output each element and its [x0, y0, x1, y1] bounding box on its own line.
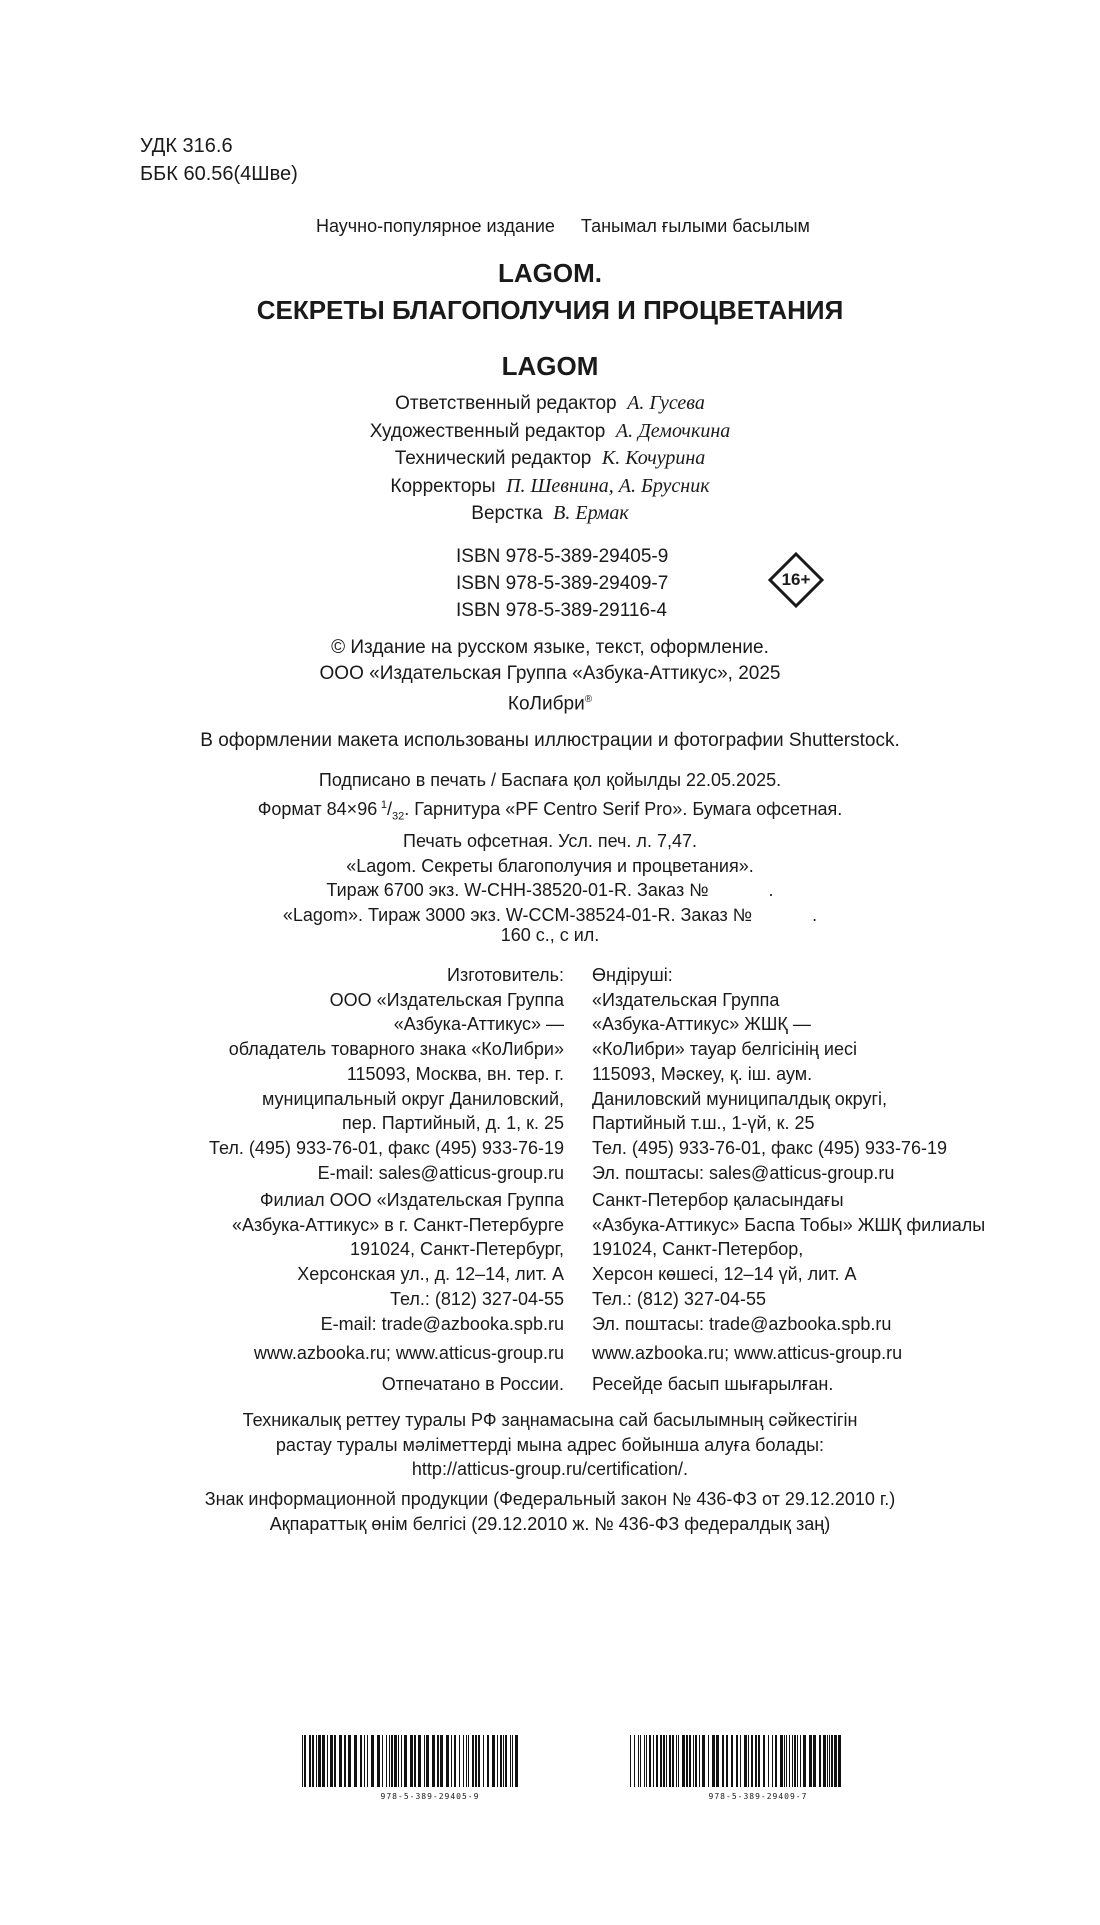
barcode-bar — [829, 1735, 830, 1787]
barcode-bar — [367, 1735, 368, 1787]
barcode-bar — [803, 1735, 806, 1787]
branch-ru-line: 191024, Санкт-Петербург, — [349, 1239, 564, 1260]
credit-role: Технический редактор — [394, 448, 592, 469]
barcode-bar — [726, 1735, 728, 1787]
barcode-bar — [736, 1735, 738, 1787]
credit-line — [150, 418, 950, 446]
printed-in-kz: Ресейде басып шығарылған. — [592, 1374, 834, 1394]
barcode-bar — [663, 1735, 665, 1787]
barcode-bar — [763, 1735, 765, 1787]
branch-ru-line: E-mail: trade@azbooka.spb.ru — [320, 1313, 564, 1334]
book-title — [150, 255, 950, 329]
genre-ru: Научно-популярное издание — [316, 216, 555, 236]
copyright-block — [150, 635, 950, 717]
barcode-bar — [424, 1735, 425, 1787]
barcode-bar — [740, 1735, 741, 1787]
barcode-bar — [689, 1735, 691, 1787]
barcode-bar — [432, 1735, 435, 1787]
original-title: LAGOM — [501, 351, 599, 381]
barcode-bar — [792, 1735, 793, 1787]
barcode-bar — [348, 1735, 351, 1787]
branch-kz-line: «Азбука-Аттикус» Баспа Тобы» ЖШҚ филиалы — [592, 1214, 986, 1235]
websites-ru: www.azbooka.ru; www.atticus-group.ru — [253, 1343, 564, 1363]
barcode-bar — [744, 1735, 747, 1787]
branch-ru-line: Тел.: (812) 327-04-55 — [390, 1288, 564, 1309]
certification-note — [150, 1408, 950, 1482]
barcode-bar — [339, 1735, 342, 1787]
barcode-bar — [794, 1735, 796, 1787]
barcode-bar — [758, 1735, 760, 1787]
barcode-bar — [483, 1735, 484, 1787]
credit-line — [150, 390, 950, 418]
manufacturer-kz — [592, 963, 947, 1185]
barcode-bar — [649, 1735, 651, 1787]
manufacturer-kz-line: Партийный т.ш., 1-үй, к. 25 — [592, 1113, 815, 1134]
isbn-line: ISBN 978-5-389-29405-9 — [456, 546, 669, 567]
barcode-bar — [768, 1735, 769, 1787]
print-line: Печать офсетная. Усл. печ. л. 7,47. — [403, 831, 697, 851]
barcode-bar — [330, 1735, 333, 1787]
barcode-bar — [515, 1735, 518, 1787]
barcode-bar — [360, 1735, 362, 1787]
manufacturer-ru-line: муниципальный округ Даниловский, — [261, 1088, 564, 1109]
barcode-bar — [827, 1735, 828, 1787]
barcode-bar — [638, 1735, 639, 1787]
barcode-bar — [478, 1735, 480, 1787]
barcode-bar — [505, 1735, 507, 1787]
barcode-bar — [386, 1735, 387, 1787]
barcode-bar — [302, 1735, 303, 1787]
barcode-bar — [364, 1735, 365, 1787]
credit-role: Верстка — [471, 503, 543, 524]
barcode-bar — [418, 1735, 421, 1787]
manufacturer-kz-line: Өндіруші: — [592, 965, 673, 985]
signed-line: Подписано в печать / Баспаға қол қойылды 22.05.2025. — [318, 770, 782, 790]
edition-1-title: «Lagom. Секреты благополучия и процветания». — [346, 855, 754, 876]
certification-line: растау туралы мәліметтерді мына адрес бойынша алуға болады: — [275, 1434, 825, 1455]
branch-kz-line: Херсон көшесі, 12–14 үй, лит. А — [592, 1264, 857, 1285]
barcode-2-digits: 978-5-389-29409-7 — [708, 1792, 808, 1801]
title-line-2: СЕКРЕТЫ БЛАГОПОЛУЧИЯ И ПРОЦВЕТАНИЯ — [256, 295, 844, 325]
barcode-bar — [669, 1735, 671, 1787]
barcode-bar — [512, 1735, 513, 1787]
manufacturer-ru-line: пер. Партийный, д. 1, к. 25 — [341, 1113, 564, 1134]
websites-kz: www.azbooka.ru; www.atticus-group.ru — [592, 1343, 903, 1363]
manufacturer-ru-line: ООО «Издательская Группа — [329, 989, 564, 1010]
manufacturer-ru-line: Тел. (495) 933-76-01, факс (495) 933-76-19 — [209, 1137, 564, 1158]
udk-code: УДК 316.6 — [140, 135, 233, 157]
manufacturer-kz-line: «КоЛибри» тауар белгісінің иесі — [592, 1039, 857, 1060]
barcode-bar — [716, 1735, 719, 1787]
manufacturer-ru-line: обладатель товарного знака «КоЛибри» — [228, 1039, 564, 1060]
barcode-bar — [426, 1735, 429, 1787]
copyright-line-1: © Издание на русском языке, текст, оформление. — [331, 637, 769, 658]
barcode-bar — [722, 1735, 724, 1787]
barcode-bar — [646, 1735, 647, 1787]
page-count: 160 с., с ил. — [500, 925, 600, 945]
barcode-bar — [672, 1735, 674, 1787]
copyright-line-3: КоЛибри — [507, 693, 585, 715]
barcode-bar — [712, 1735, 715, 1787]
barcode-bar — [731, 1735, 733, 1787]
info-mark-line: Ақпараттық өнім белгісі (29.12.2010 ж. № 436-ФЗ федералдық заң) — [269, 1513, 831, 1534]
barcode-bar — [472, 1735, 474, 1787]
barcode-bar — [630, 1735, 631, 1787]
barcode-bar — [510, 1735, 511, 1787]
barcode-bar — [640, 1735, 641, 1787]
manufacturer-ru — [209, 963, 564, 1185]
manufacturer-kz-line: Эл. поштасы: sales@atticus-group.ru — [592, 1162, 895, 1183]
barcode-bar — [446, 1735, 449, 1787]
credit-role: Ответственный редактор — [395, 393, 617, 414]
printed-in-ru: Отпечатано в России. — [381, 1374, 564, 1394]
barcode-bar — [327, 1735, 328, 1787]
barcode-bar — [800, 1735, 801, 1787]
barcode-bar — [454, 1735, 456, 1787]
barcode-bar — [354, 1735, 357, 1787]
barcode-bar — [702, 1735, 705, 1787]
barcode-bar — [497, 1735, 498, 1787]
barcode-bar — [786, 1735, 787, 1787]
barcode-bar — [322, 1735, 325, 1787]
barcode-1-bars — [300, 1735, 520, 1787]
credit-name: А. Гусева — [627, 392, 705, 414]
barcode-bar — [813, 1735, 816, 1787]
manufacturer-kz-line: Тел. (495) 933-76-01, факс (495) 933-76-19 — [592, 1137, 947, 1158]
barcode-bar — [644, 1735, 645, 1787]
barcode-bar — [437, 1735, 439, 1787]
barcode-2 — [628, 1735, 848, 1801]
barcode-bar — [634, 1735, 635, 1787]
barcode-bar — [492, 1735, 495, 1787]
barcode-bar — [316, 1735, 317, 1787]
barcode-bar — [676, 1735, 677, 1787]
certification-line: Техникалық реттеу туралы РФ заңнамасына сай басылымның сәйкестігін — [242, 1410, 858, 1430]
barcode-bar — [819, 1735, 821, 1787]
barcode-bar — [468, 1735, 469, 1787]
barcode-bar — [772, 1735, 773, 1787]
barcode-bar — [789, 1735, 790, 1787]
barcode-bar — [377, 1735, 380, 1787]
barcode-bar — [656, 1735, 658, 1787]
barcode-bar — [500, 1735, 502, 1787]
barcode-bar — [304, 1735, 306, 1787]
barcode-bar — [695, 1735, 697, 1787]
format-line: Формат 84×96 $^1/_{32}$. Гарнитура «PF Centro Serif Pro». Бумага офсетная. — [257, 798, 843, 823]
barcode-bar — [334, 1735, 336, 1787]
barcode-bar — [693, 1735, 694, 1787]
manufacturer-ru-line: E-mail: sales@atticus-group.ru — [317, 1162, 564, 1183]
info-mark-line: Знак информационной продукции (Федеральный закон № 436-ФЗ от 29.12.2010 г.) — [204, 1489, 896, 1509]
barcode-bar — [751, 1735, 753, 1787]
barcode-bar — [660, 1735, 662, 1787]
barcode-bar — [404, 1735, 407, 1787]
barcode-bar — [371, 1735, 374, 1787]
barcode-bar — [678, 1735, 679, 1787]
barcode-bar — [834, 1735, 837, 1787]
info-product-mark — [100, 1487, 1000, 1536]
edition-1-run: Тираж 6700 экз. W-CHH-38520-01-R. Заказ № . — [326, 880, 774, 901]
manufacturer-kz-line: Даниловский муниципалдық округі, — [592, 1088, 888, 1109]
barcode-bar — [686, 1735, 688, 1787]
credit-line — [150, 445, 950, 473]
barcode-1 — [300, 1735, 520, 1801]
barcode-1-digits: 978-5-389-29405-9 — [380, 1792, 480, 1801]
barcode-bar — [708, 1735, 709, 1787]
age-rating-label: 16+ — [781, 570, 811, 589]
barcode-bar — [451, 1735, 452, 1787]
branch-kz-line: Тел.: (812) 327-04-55 — [592, 1288, 766, 1309]
manufacturer-ru-line: 115093, Москва, вн. тер. г. — [346, 1063, 564, 1084]
barcode-bar — [838, 1735, 841, 1787]
credit-role: Корректоры — [390, 475, 496, 497]
barcode-bar — [653, 1735, 654, 1787]
credit-name: П. Шевнина, А. Брусник — [506, 474, 710, 497]
barcode-bar — [389, 1735, 390, 1787]
credit-line — [150, 500, 950, 528]
barcode-bar — [682, 1735, 685, 1787]
credit-name: В. Ермак — [553, 502, 629, 524]
manufacturer-ru-line: «Азбука-Аттикус» — — [393, 1014, 564, 1035]
barcode-bar — [382, 1735, 383, 1787]
genre-line — [316, 216, 836, 237]
manufacturer-kz-line: 115093, Мәскеу, қ. іш. аум. — [592, 1063, 813, 1084]
branch-kz-line: Эл. поштасы: trade@azbooka.spb.ru — [592, 1313, 892, 1334]
barcode-bar — [440, 1735, 443, 1787]
barcode-bar — [503, 1735, 504, 1787]
barcode-bar — [459, 1735, 460, 1787]
barcode-bar — [414, 1735, 416, 1787]
manufacturer-kz-line: «Издательская Группа — [592, 989, 780, 1010]
branch-ru-line: Херсонская ул., д. 12–14, лит. А — [297, 1264, 564, 1285]
barcode-bar — [391, 1735, 393, 1787]
barcode-bar — [394, 1735, 397, 1787]
barcode-bar — [831, 1735, 833, 1787]
manufacturer-ru-line: Изготовитель: — [447, 965, 564, 985]
barcode-bar — [312, 1735, 314, 1787]
print-info — [150, 768, 950, 928]
barcode-bar — [487, 1735, 489, 1787]
credits-list — [150, 390, 950, 528]
barcode-bar — [755, 1735, 757, 1787]
barcode-bar — [823, 1735, 826, 1787]
barcode-bar — [748, 1735, 749, 1787]
edition-2-run: «Lagom». Тираж 3000 экз. W-CCM-38524-01-R. Заказ № . — [282, 905, 818, 926]
branch-kz-line: 191024, Санкт-Петербор, — [592, 1239, 804, 1260]
branch-kz-line: Санкт-Петербор қаласындағы — [592, 1190, 844, 1210]
genre-kz: Танымал ғылыми басылым — [580, 216, 810, 236]
branch-ru — [232, 1188, 564, 1336]
barcode-bar — [809, 1735, 812, 1787]
bbk-code: ББК 60.56(4Шве) — [140, 163, 298, 185]
illustrations-note: В оформлении макета использованы иллюстрации и фотографии Shutterstock. — [200, 730, 900, 751]
barcode-bar — [780, 1735, 783, 1787]
barcode-bar — [410, 1735, 413, 1787]
barcode-bar — [797, 1735, 798, 1787]
credit-line — [150, 473, 950, 501]
barcode-bar — [398, 1735, 399, 1787]
manufacturer-kz-line: «Азбука-Аттикус» ЖШҚ — — [592, 1014, 811, 1035]
barcode-bar — [466, 1735, 467, 1787]
barcode-bar — [475, 1735, 477, 1787]
barcode-bar — [699, 1735, 700, 1787]
isbn-list — [456, 543, 668, 624]
barcode-bar — [309, 1735, 311, 1787]
barcode-bar — [784, 1735, 785, 1787]
credit-name: А. Демочкина — [615, 419, 731, 442]
credit-role: Художественный редактор — [369, 420, 606, 442]
isbn-line: ISBN 978-5-389-29409-7 — [456, 573, 669, 594]
age-rating-badge — [768, 552, 824, 608]
barcode-bar — [666, 1735, 667, 1787]
branch-kz — [592, 1188, 985, 1336]
registered-mark: ® — [584, 694, 593, 705]
isbn-line: ISBN 978-5-389-29116-4 — [456, 600, 667, 621]
barcode-bar — [344, 1735, 346, 1787]
credit-name: К. Кочурина — [601, 447, 706, 469]
classification-codes — [140, 132, 298, 188]
barcode-bar — [463, 1735, 464, 1787]
copyright-line-2: ООО «Издательская Группа «Азбука-Аттикус», 2025 — [319, 663, 781, 684]
barcode-2-bars — [628, 1735, 848, 1787]
barcode-bar — [318, 1735, 321, 1787]
certification-line: http://atticus-group.ru/certification/. — [411, 1459, 689, 1480]
branch-ru-line: Филиал ООО «Издательская Группа — [259, 1190, 564, 1210]
barcode-bar — [775, 1735, 777, 1787]
barcode-bar — [401, 1735, 402, 1787]
title-line-1: LAGOM. — [498, 258, 602, 288]
branch-ru-line: «Азбука-Аттикус» в г. Санкт-Петербурге — [231, 1214, 564, 1235]
